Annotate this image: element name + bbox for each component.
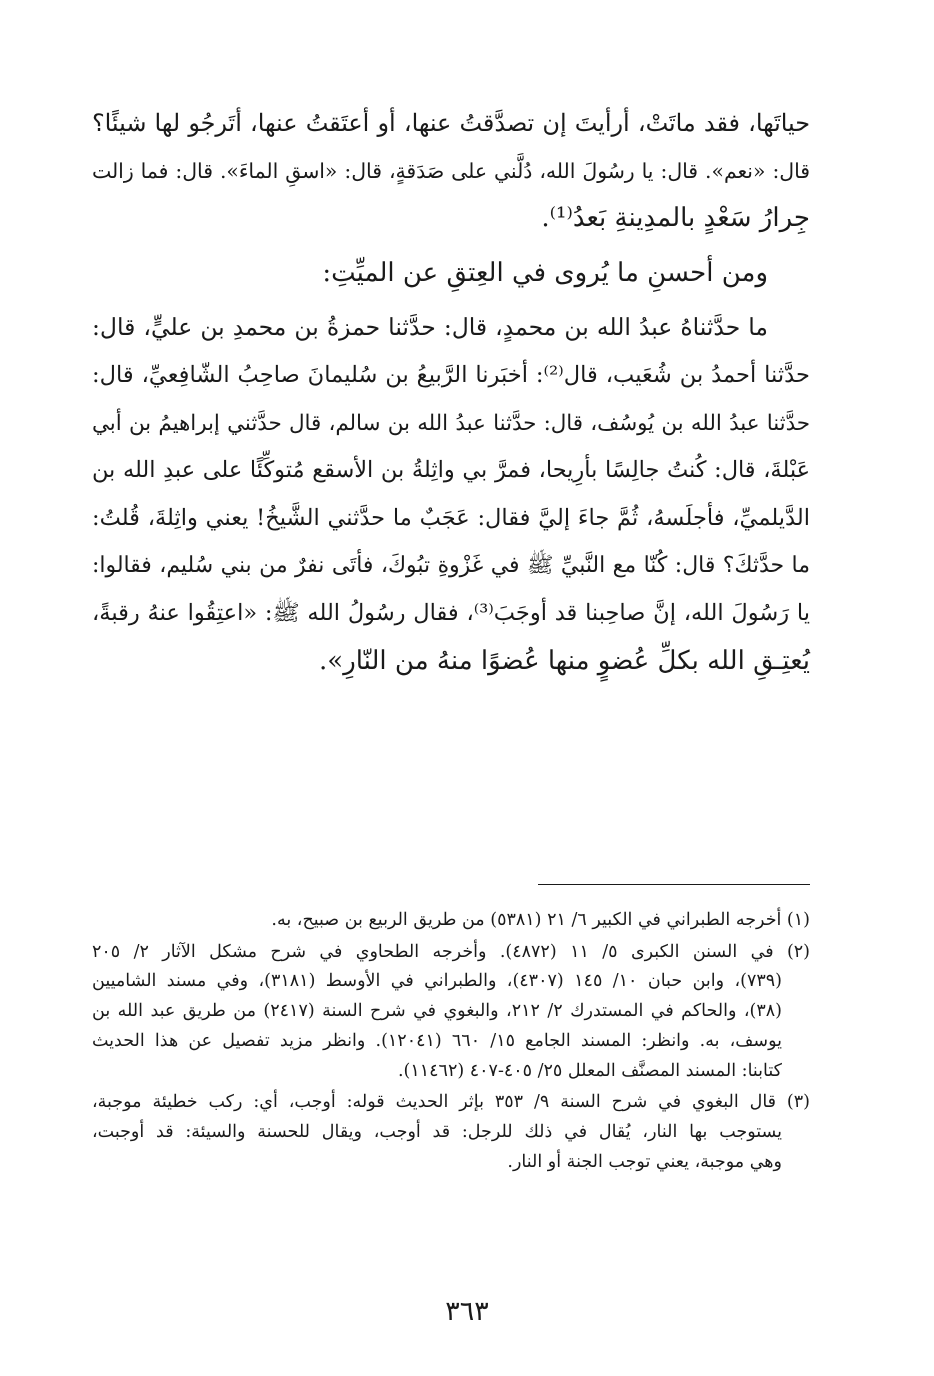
main-text-line: يُعتِـقِ الله بكلِّ عُضوٍ منها عُضوًا منهُ من النّارِ».: [319, 645, 810, 676]
footnote-3: [92, 1088, 810, 1177]
footnote-line: يوسف، به. وانظر: المسند الجامع ١٥/ ٦٦٠ (١٢٠٤١). وانظر مزيد تفصيل عن هذا الحديث: [92, 1030, 782, 1051]
footnote-2: [92, 938, 810, 1087]
footnote-line: يستوجب بها النار، يُقال في ذلك للرجل: قد أوجب، ويقال للحسنة والسيئة: قد أوجبت،: [92, 1121, 782, 1142]
main-text-line: يا رَسُولَ الله، إنَّ صاحِبنا قد أوجَبَ⁽³⁾، فقال رسُولُ الله ﷺ: «اعتِقُوا عنهُ رقبةً،: [92, 599, 810, 626]
page-number: ٣٦٣: [445, 1296, 489, 1327]
footnote-line: (٧٣٩)، وابن حبان ١٠/ ١٤٥ (٤٣٠٧)، والطبراني في الأوسط (٣١٨١)، وفي مسند الشاميين: [92, 971, 782, 992]
main-text-line: الدَّيلميِّ، فأجلَسهُ، ثُمَّ جاءَ إليَّ فقال: عَجَبٌ ما حدَّثني الشَّيخُ! يعني واثِلةَ، قُلتُ:: [92, 504, 810, 531]
main-text-line: حدَّثنا أحمدُ بن شُعَيب، قال⁽²⁾: أخبَرنا الرَّبيعُ بن سُليمانَ صاحِبُ الشّافِعيِّ، قال:: [92, 361, 810, 388]
main-text-line: قال: «نعم». قال: يا رسُولَ الله، دُلَّني على صَدَقةٍ، قال: «اسقِ الماءَ». قال: فما زالت: [92, 158, 810, 183]
footnote-separator: [538, 884, 810, 885]
footnote-line: (٣) قال البغوي في شرح السنة ٩/ ٣٥٣ بإثر الحديث قوله: أوجب، أي: ركب خطيئة موجبة،: [92, 1092, 810, 1113]
main-text-line: ما حدَّثكَ؟ قال: كُنّا مع النَّبيِّ ﷺ في غَزْوةِ تبُوكَ، فأتَى نفرٌ من بني سُليم، فقالوا:: [92, 553, 810, 579]
main-text-line: حياتَها، فقد ماتَتْ، أرأيتَ إن تصدَّقتُ عنها، أو أعتَقتُ عنها، أتَرجُو لها شيئًا؟: [92, 109, 810, 137]
footnote-line: (٢) في السنن الكبرى ٥/ ١١ (٤٨٧٢). وأخرجه الطحاوي في شرح مشكل الآثار ٢/ ٢٠٥: [92, 941, 810, 962]
main-text-line: ما حدَّثناهُ عبدُ الله بن محمدٍ، قال: حدَّثنا حمزةُ بن محمدِ بن عليٍّ، قال:: [92, 313, 768, 342]
footnote-line: كتابنا: المسند المصنَّف المعلل ٢٥/ ٤٠٥-٤٠٧ (١١٤٦٢).: [397, 1060, 782, 1081]
main-text-line: عَبْلةَ، قال: كُنتُ جالِسًا بأرِيحا، فمرَّ بي واثِلةُ بن الأسقع مُتوكِّئًا على عبدِ الله بن: [92, 457, 810, 484]
main-text-line: حدَّثنا عبدُ الله بن يُوسُف، قال: حدَّثنا عبدُ الله بن سالم، قال حدَّثني إبراهيمُ بن أبي: [92, 410, 810, 436]
main-text-line: جِرارُ سَعْدٍ بالمدِينةِ بَعدُ⁽¹⁾.: [541, 203, 810, 234]
section-heading-line: ومن أحسنِ ما يُروى في العِتقِ عن الميِّتِ:: [322, 257, 768, 288]
footnote-line: (١) أخرجه الطبراني في الكبير ٦/ ٢١ (٥٣٨١) من طريق الربيع بن صبيح، به.: [271, 910, 810, 930]
footnote-line: وهي موجبة، يعني توجب الجنة أو النار.: [507, 1151, 782, 1172]
footnote-1: [92, 906, 810, 936]
main-text-block: [92, 100, 810, 685]
footnote-line: (٣٨)، والحاكم في المستدرك ٢/ ٢١٢، والبغوي في شرح السنة (٢٤١٧) من طريق عبد الله بن: [92, 1001, 782, 1022]
footnotes-block: [92, 906, 810, 1177]
